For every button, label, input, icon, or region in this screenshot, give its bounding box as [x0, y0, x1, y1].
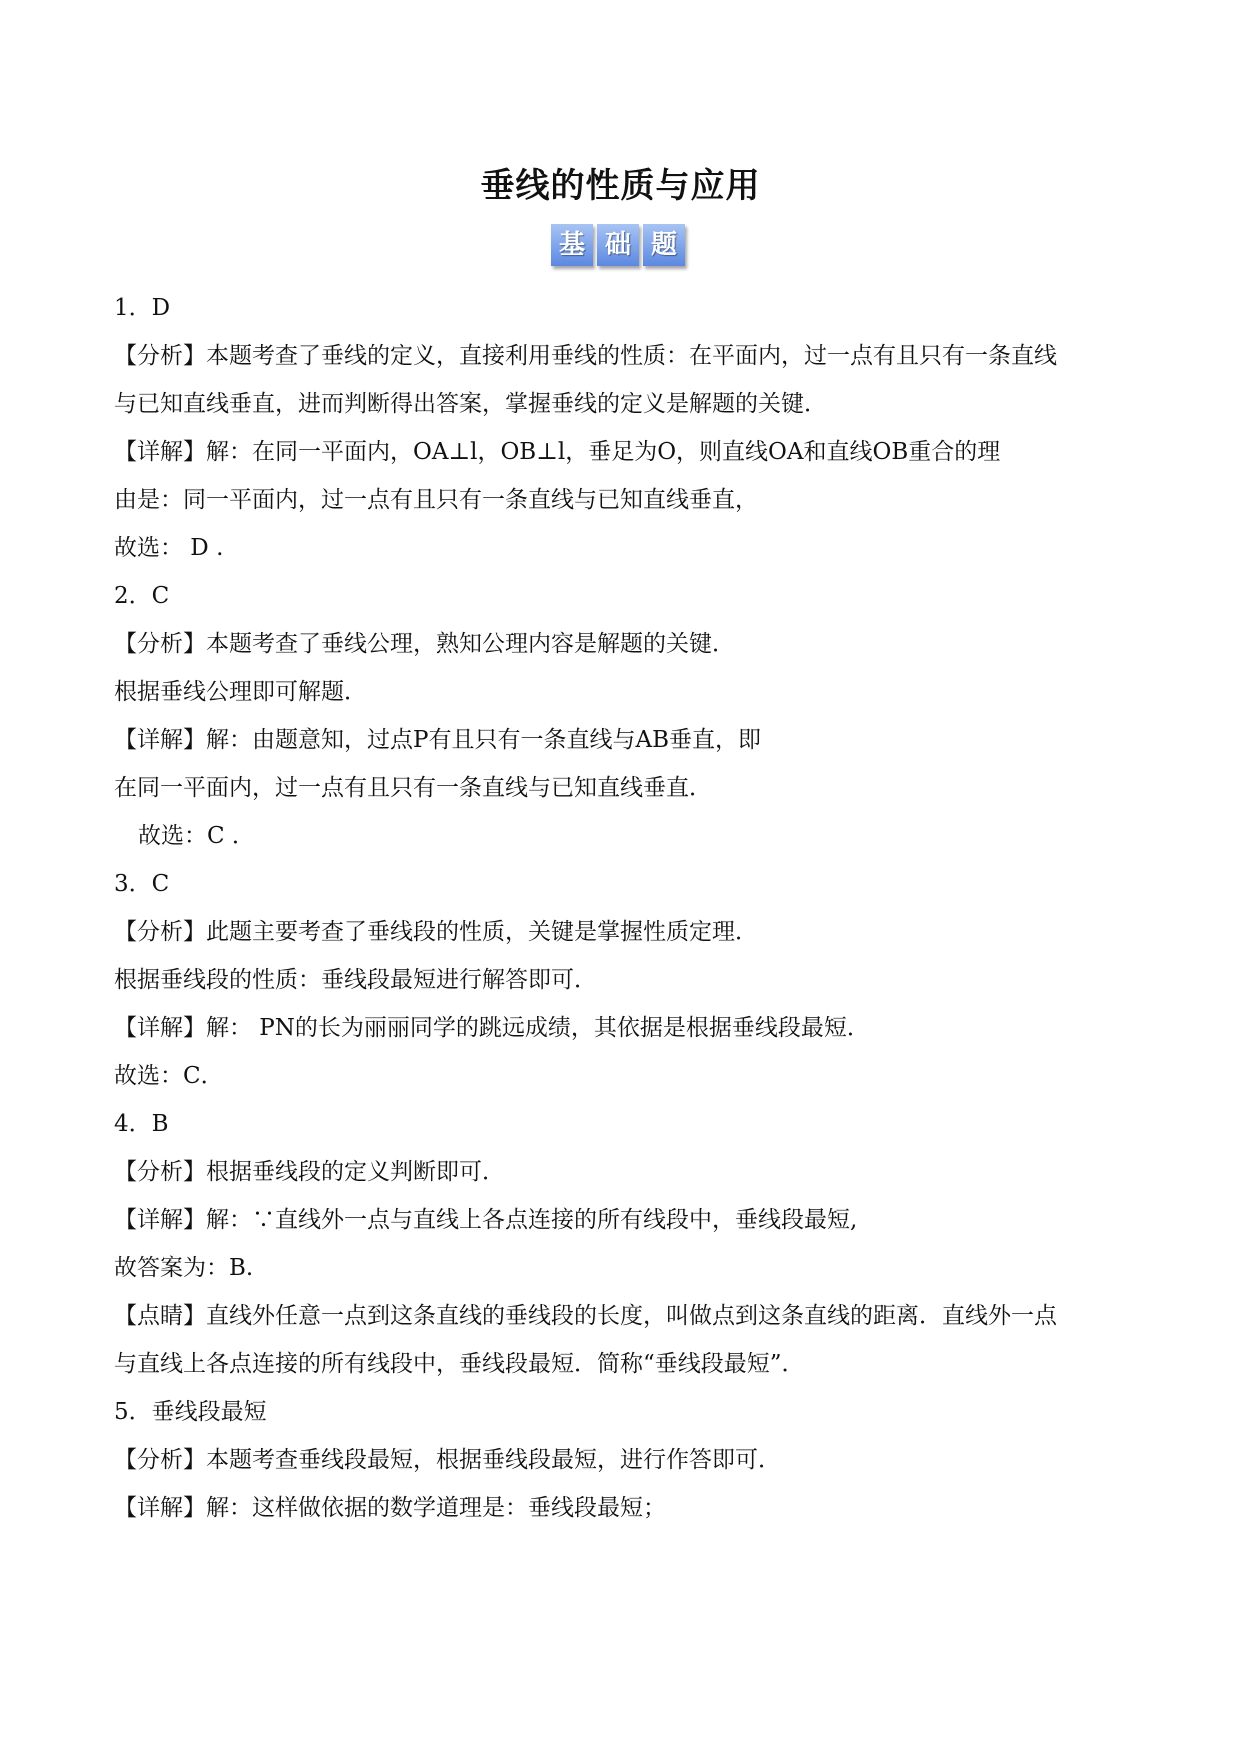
choice-text: 故选： D .: [114, 535, 224, 561]
answer-heading: 4．B: [114, 1111, 169, 1137]
analysis-text: 【分析】本题考查垂线段最短，根据垂线段最短，进行作答即可．: [114, 1447, 781, 1473]
detail-text: 【详解】解： PN的长为丽丽同学的跳远成绩，其依据是根据垂线段最短．: [114, 1015, 870, 1041]
answer-heading: 3．C: [114, 871, 170, 897]
solutions-body: [114, 284, 1134, 1532]
detail-text: 【详解】解：在同一平面内，OA⊥l，OB⊥l，垂足为O，则直线OA和直线OB重合的理: [114, 439, 1001, 465]
answer-heading: 2．C: [114, 583, 170, 609]
analysis-text: 【分析】本题考查了垂线公理，熟知公理内容是解题的关键．: [114, 631, 735, 657]
analysis-text: 【分析】本题考查了垂线的定义，直接利用垂线的性质：在平面内，过一点有且只有一条直线: [114, 343, 1057, 369]
analysis-text: 根据垂线公理即可解题．: [114, 679, 367, 705]
analysis-text: 【分析】根据垂线段的定义判断即可．: [114, 1159, 505, 1185]
detail-text: 由是：同一平面内，过一点有且只有一条直线与已知直线垂直，: [114, 487, 758, 513]
detail-text: 在同一平面内，过一点有且只有一条直线与已知直线垂直．: [114, 775, 712, 801]
answer-heading: 5．垂线段最短: [114, 1399, 267, 1425]
analysis-text: 【分析】此题主要考查了垂线段的性质，关键是掌握性质定理．: [114, 919, 758, 945]
analysis-text: 根据垂线段的性质：垂线段最短进行解答即可．: [114, 967, 597, 993]
comment-text: 与直线上各点连接的所有线段中，垂线段最短．简称“垂线段最短”．: [114, 1351, 805, 1377]
comment-text: 【点睛】直线外任意一点到这条直线的垂线段的长度，叫做点到这条直线的距离．直线外一点: [114, 1303, 1057, 1329]
choice-text: 故答案为：B.: [114, 1255, 254, 1281]
badge-char: 础: [597, 224, 639, 266]
badge-char: 题: [643, 224, 685, 266]
badge-char: 基: [551, 224, 593, 266]
answer-heading: 1．D: [114, 295, 171, 321]
detail-text: 【详解】解：这样做依据的数学道理是：垂线段最短；: [114, 1495, 666, 1521]
page-title: 垂线的性质与应用: [480, 166, 761, 206]
detail-text: 【详解】解：∵直线外一点与直线上各点连接的所有线段中，垂线段最短,: [114, 1207, 858, 1233]
choice-text: 故选：C ．: [138, 823, 255, 849]
detail-text: 【详解】解：由题意知，过点P有且只有一条直线与AB垂直，即: [114, 727, 761, 753]
difficulty-badge: [551, 224, 685, 266]
choice-text: 故选：C．: [114, 1063, 224, 1089]
analysis-text: 与已知直线垂直，进而判断得出答案，掌握垂线的定义是解题的关键．: [114, 391, 827, 417]
